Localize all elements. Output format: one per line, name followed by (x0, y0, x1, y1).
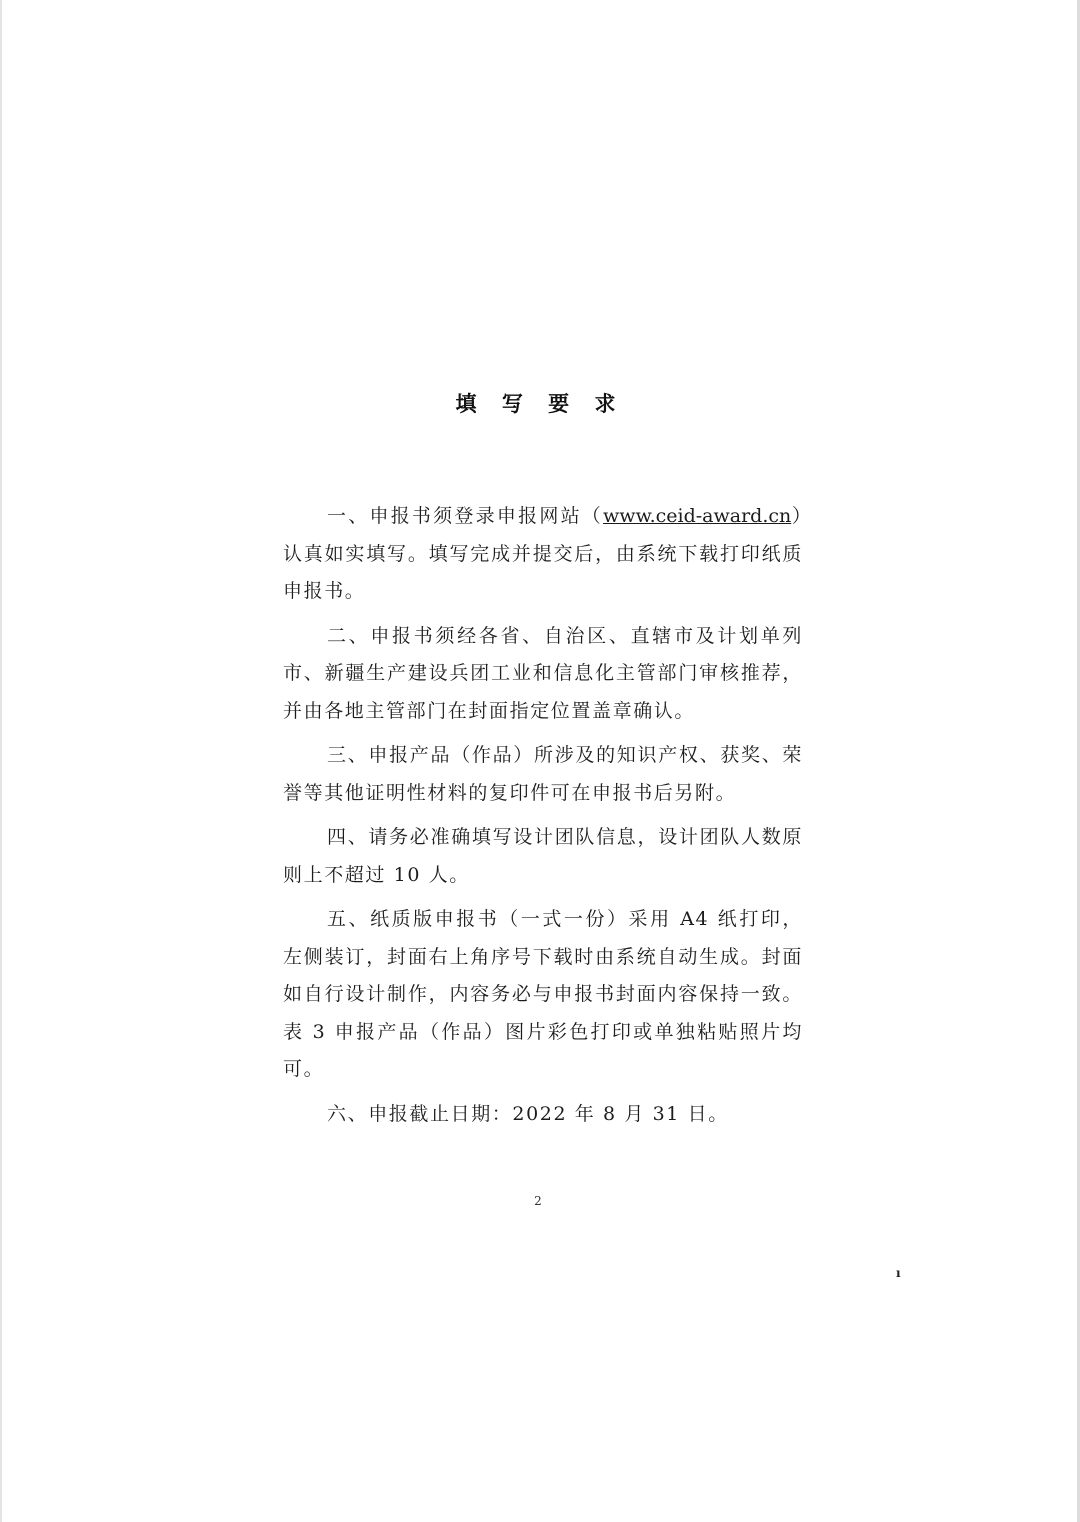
page-number: 2 (534, 1194, 542, 1208)
paragraph-1-text-start: 一、申报书须登录申报网站（ (327, 505, 604, 527)
paragraph-1-text-end: ）认真如实填写。填写完成并提交后，由系统下载打印纸质申报书。 (283, 505, 803, 602)
requirement-paragraph-2: 二、申报书须经各省、自治区、直辖市及计划单列市、新疆生产建设兵团工业和信息化主管部门审核推荐，并由各地主管部门在封面指定位置盖章确认。 (283, 624, 803, 722)
requirement-paragraph-4: 四、请务必准确填写设计团队信息，设计团队人数原则上不超过 10 人。 (283, 826, 803, 886)
edge-mark: ı (896, 1266, 901, 1280)
requirement-paragraph-6: 六、申报截止日期：2022 年 8 月 31 日。 (327, 1102, 729, 1125)
page-title: 填 写 要 求 (455, 392, 625, 416)
website-link[interactable]: www.ceid-award.cn (603, 505, 792, 527)
requirements-body (283, 498, 803, 1140)
requirement-paragraph-1 (283, 498, 803, 611)
requirement-paragraph-3: 三、申报产品（作品）所涉及的知识产权、获奖、荣誉等其他证明性材料的复印件可在申报书后另附。 (283, 744, 803, 804)
requirement-paragraph-5: 五、纸质版申报书（一式一份）采用 A4 纸打印，左侧装订，封面右上角序号下载时由系统自动生成。封面如自行设计制作，内容务必与申报书封面内容保持一致。表 3 申报产品（作品）图片彩色打印或单独粘贴照片均可。 (283, 908, 803, 1080)
